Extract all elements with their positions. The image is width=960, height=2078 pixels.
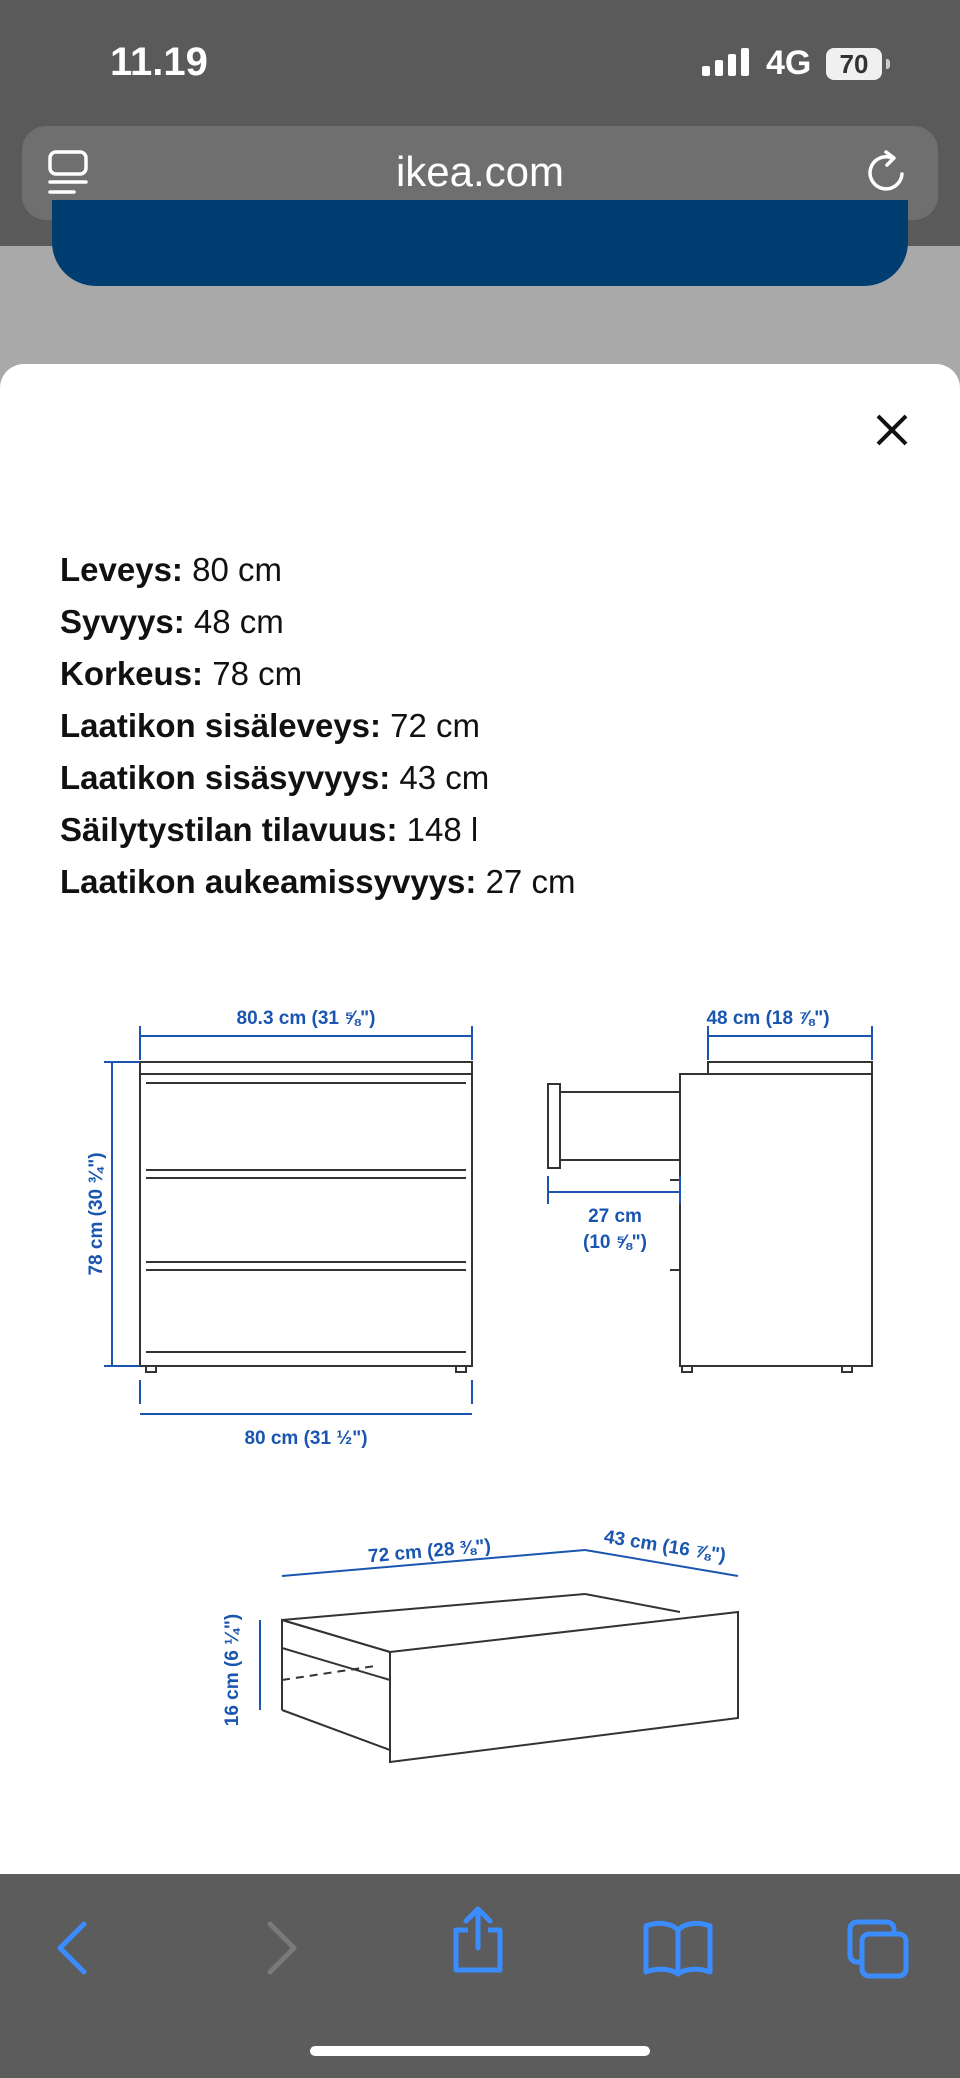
spec-value: 43 cm xyxy=(390,759,490,796)
spec-row-width xyxy=(60,544,575,596)
spec-value: 72 cm xyxy=(381,707,481,744)
spec-label: Laatikon sisäleveys: xyxy=(60,707,382,744)
reload-icon[interactable] xyxy=(862,148,910,198)
network-type: 4G xyxy=(766,44,812,82)
dim-opening-cm: 27 cm xyxy=(588,1206,642,1227)
spec-list xyxy=(60,544,575,908)
back-icon[interactable] xyxy=(48,1918,98,1978)
spec-value: 148 l xyxy=(397,811,479,848)
home-indicator xyxy=(310,2046,650,2056)
forward-icon[interactable] xyxy=(256,1918,306,1978)
spec-label: Korkeus: xyxy=(60,655,204,692)
close-icon[interactable] xyxy=(870,408,914,452)
dimension-diagram xyxy=(0,980,960,1800)
spec-label: Laatikon sisäsyvyys: xyxy=(60,759,391,796)
spec-row-height xyxy=(60,648,575,700)
spec-row-depth xyxy=(60,596,575,648)
spec-value: 27 cm xyxy=(476,863,576,900)
dim-drawer-width: 72 cm (28 ⅜") xyxy=(367,1535,492,1568)
tabs-icon[interactable] xyxy=(846,1918,912,1982)
background-button xyxy=(52,200,908,286)
spec-value: 48 cm xyxy=(184,603,284,640)
dim-opening-in: (10 ⅝") xyxy=(583,1232,647,1253)
spec-row-drawer-inner-depth xyxy=(60,752,575,804)
signal-icon xyxy=(702,48,749,76)
spec-value: 80 cm xyxy=(182,551,282,588)
dim-bottom-width: 80 cm (31 ½") xyxy=(244,1428,368,1449)
spec-label: Laatikon aukeamissyvyys: xyxy=(60,863,477,900)
share-icon[interactable] xyxy=(448,1904,508,1976)
battery-icon: 70 xyxy=(826,48,882,80)
spec-label: Syvyys: xyxy=(60,603,185,640)
dim-drawer-depth: 43 cm (16 ⅞") xyxy=(602,1526,728,1567)
dim-depth: 48 cm (18 ⅞") xyxy=(706,1008,830,1029)
dim-drawer-height: 16 cm (6 ¼") xyxy=(222,1613,243,1727)
spec-value: 78 cm xyxy=(203,655,303,692)
bookmarks-icon[interactable] xyxy=(642,1918,714,1978)
browser-toolbar xyxy=(0,1874,960,2078)
status-time: 11.19 xyxy=(110,40,208,84)
url-text[interactable]: ikea.com xyxy=(395,148,565,195)
dim-height: 78 cm (30 ¾") xyxy=(86,1152,107,1276)
spec-label: Leveys: xyxy=(60,551,183,588)
spec-row-storage-volume xyxy=(60,804,575,856)
spec-row-opening-depth xyxy=(60,856,575,908)
dim-top-width: 80.3 cm (31 ⅝") xyxy=(236,1008,376,1029)
spec-label: Säilytystilan tilavuus: xyxy=(60,811,398,848)
spec-row-drawer-inner-width xyxy=(60,700,575,752)
